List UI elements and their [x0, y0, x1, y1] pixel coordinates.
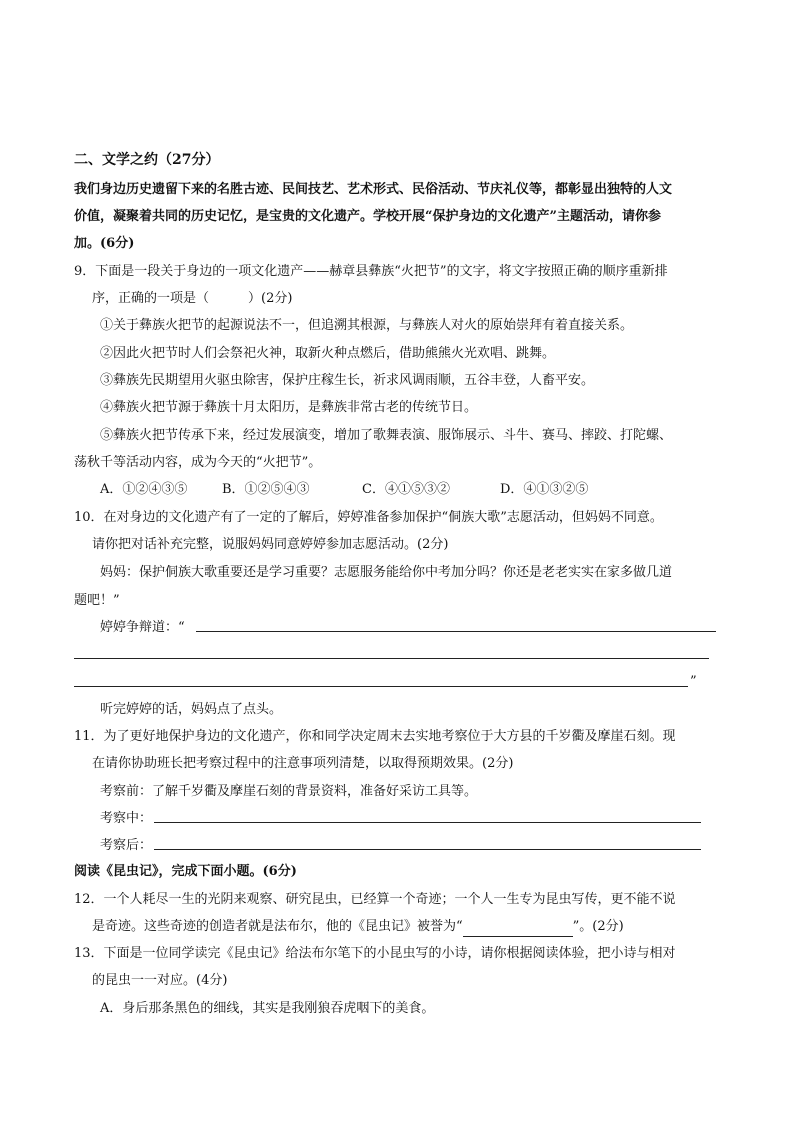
q11-stem-line-2: 在请你协助班长把考察过程中的注意事项列清楚，以取得预期效果。(2分)	[92, 756, 514, 771]
q9-item-1: ①关于彝族火把节的起源说法不一，但追溯其根源，与彝族人对火的原始崇拜有着直接关系。	[100, 318, 634, 333]
q9-option-c: C．④①⑤③②	[362, 482, 450, 497]
q10-mom-line-1: 妈妈：保护侗族大歌重要还是学习重要？志愿服务能给你中考加分吗？你还是老老实实在家多做几道	[100, 565, 673, 580]
q9-item-4: ④彝族火把节源于彝族十月太阳历，是彝族非常古老的传统节日。	[100, 400, 478, 415]
q10-answer-line-1[interactable]	[196, 631, 716, 632]
q11-during-label: 考察中：	[100, 811, 153, 826]
q9-stem-line-1: 9．下面是一段关于身边的一项文化遗产——赫章县彝族“火把节”的文字，将文字按照正确的顺序重新排	[74, 264, 668, 279]
q11-during-answer-line[interactable]	[154, 822, 701, 823]
q9-stem-line-2: 序，正确的一项是（ ）(2分)	[92, 291, 293, 306]
section-title: 二、文学之约（27分）	[74, 152, 220, 168]
q9-item-3: ③彝族先民期望用火驱虫除害，保护庄稼生长，祈求风调雨顺，五谷丰登，人畜平安。	[100, 373, 595, 388]
q13-item-a: A．身后那条黑色的细线，其实是我刚狼吞虎咽下的美食。	[100, 1001, 435, 1016]
section-intro-line-2: 价值，凝聚着共同的历史记忆，是宝贵的文化遗产。学校开展“保护身边的文化遗产”主题活动，请你参	[74, 209, 661, 224]
q11-stem-line-1: 11．为了更好地保护身边的文化遗产，你和同学决定周末去实地考察位于大方县的千岁衢及摩崖石刻。现	[74, 729, 676, 744]
q10-close-quote: ”	[690, 674, 697, 689]
q9-item-5-line-2: 荡秋千等活动内容，成为今天的“火把节”。	[74, 455, 322, 470]
section-intro-line-1: 我们身边历史遗留下来的名胜古迹、民间技艺、艺术形式、民俗活动、节庆礼仪等，都彰显出独特的人文	[74, 182, 673, 197]
q10-answer-line-2[interactable]	[74, 658, 709, 659]
q9-option-a: A．①②④③⑤	[100, 482, 188, 497]
section-intro-line-3: 加。(6分)	[74, 236, 135, 251]
q13-stem-line-1: 13．下面是一位同学读完《昆虫记》给法布尔笔下的小昆虫写的小诗，请你根据阅读体验，把小诗与相对	[74, 946, 676, 961]
q11-after-answer-line[interactable]	[154, 849, 701, 850]
q12-line-1: 12．一个人耗尽一生的光阴来观察、研究昆虫，已经算一个奇迹；一个人一生专为昆虫写传，更不能不说	[74, 892, 676, 907]
q13-stem-line-2: 的昆虫一一对应。(4分)	[92, 973, 228, 988]
q10-stem-line-2: 请你把对话补充完整，说服妈妈同意婷婷参加志愿活动。(2分)	[92, 537, 449, 552]
q12-answer-blank[interactable]	[463, 922, 573, 937]
q12-line-2-post: ”。(2分)	[572, 919, 624, 934]
reading-title: 阅读《昆虫记》，完成下面小题。(6分)	[74, 864, 297, 879]
q9-option-b: B．①②⑤④③	[222, 482, 310, 497]
q12-line-2	[92, 917, 624, 937]
q12-line-2-pre: 是奇迹。这些奇迹的创造者就是法布尔，他的《昆虫记》被誉为“	[92, 919, 463, 934]
q11-before: 考察前：了解千岁衢及摩崖石刻的背景资料，准备好采访工具等。	[100, 784, 478, 799]
q10-after: 听完婷婷的话，妈妈点了点头。	[100, 702, 283, 717]
q11-after-label: 考察后：	[100, 838, 153, 853]
q9-item-5-line-1: ⑤彝族火把节传承下来，经过发展演变，增加了歌舞表演、服饰展示、斗牛、赛马、摔跤、打陀螺、	[100, 428, 673, 443]
q9-item-2: ②因此火把节时人们会祭祀火神，取新火种点燃后，借助熊熊火光欢唱、跳舞。	[100, 346, 556, 361]
q10-mom-line-2: 题吧！”	[74, 593, 120, 608]
q10-answer-line-3[interactable]	[74, 686, 688, 687]
q10-stem-line-1: 10．在对身边的文化遗产有了一定的了解后，婷婷准备参加保护“侗族大歌”志愿活动，但妈妈不同意。	[74, 510, 663, 525]
q10-tingting-label: 婷婷争辩道：“	[100, 620, 185, 635]
q9-option-d: D．④①③②⑤	[500, 482, 589, 497]
